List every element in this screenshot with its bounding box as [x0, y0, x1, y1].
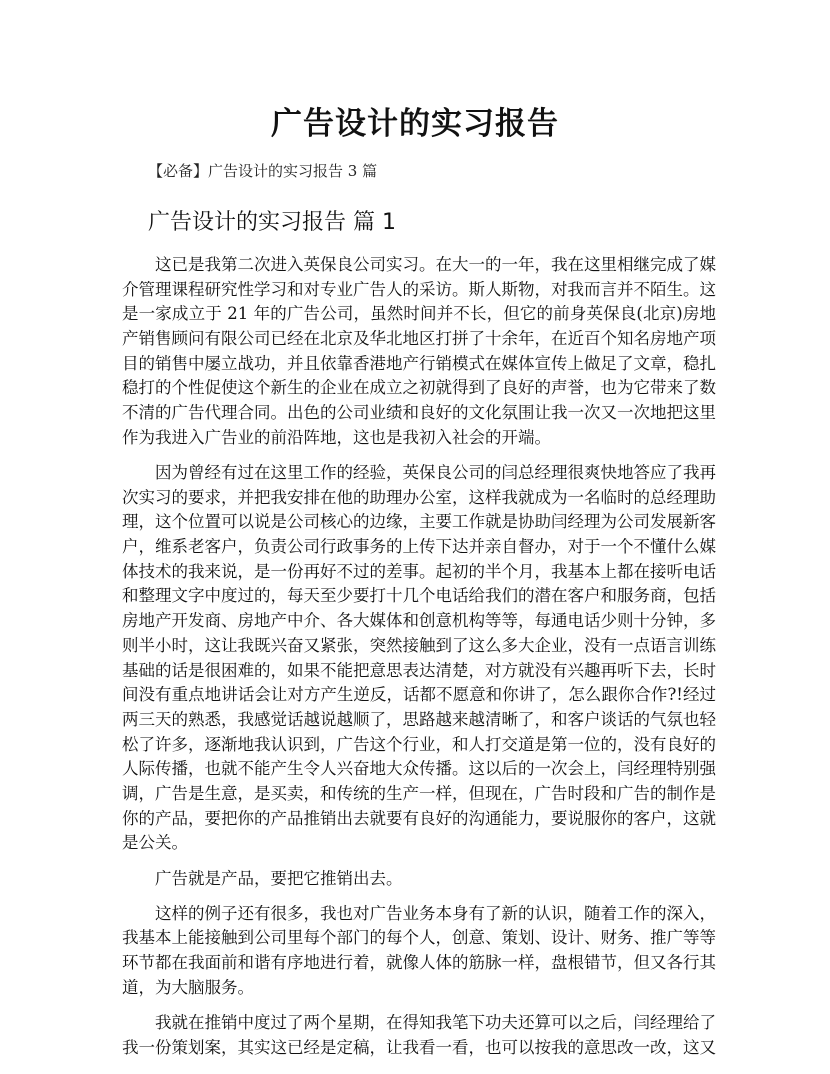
text-line: 则半小时，这让我既兴奋又紧张，突然接触到了这么多大企业，没有一点语言训练 — [122, 635, 716, 655]
text-line: 房地产开发商、房地产中介、各大媒体和创意机构等等，每通电话少则十分钟，多 — [122, 611, 716, 631]
text-line: 介管理课程研究性学习和对专业广告人的采访。斯人斯物，对我而言并不陌生。这 — [122, 279, 716, 299]
text-line: 不清的广告代理合同。出色的公司业绩和良好的文化氛围让我一次又一次地把这里 — [122, 403, 716, 423]
text-line: 理，这个位置可以说是公司核心的边缘，主要工作就是协助闫经理为公司发展新客 — [122, 512, 716, 532]
text-line: 间没有重点地讲话会让对方产生逆反，话都不愿意和你讲了，怎么跟你合作?!经过 — [122, 685, 716, 705]
text-line: 体技术的我来说，是一份再好不过的差事。起初的半个月，我基本上都在接听电话 — [122, 561, 716, 581]
document-body — [122, 253, 716, 1071]
text-line: 道，为大脑服务。 — [122, 977, 254, 997]
text-line: 松了许多，逐渐地我认识到，广告这个行业，和人打交道是第一位的，没有良好的 — [122, 734, 716, 754]
text-line: 次实习的要求，并把我安排在他的助理办公室，这样我就成为一名临时的总经理助 — [122, 487, 716, 507]
section-heading: 广告设计的实习报告 篇 1 — [148, 210, 396, 235]
text-line: 产销售顾问有限公司已经在北京及华北地区打拼了十余年，在近百个知名房地产项 — [122, 329, 716, 349]
text-line: 这样的例子还有很多，我也对广告业务本身有了新的认识，随着工作的深入， — [155, 903, 716, 923]
text-line: 两三天的熟悉，我感觉话越说越顺了，思路越来越清晰了，和客户谈话的气氛也轻 — [122, 709, 716, 729]
text-line: 调，广告是生意，是买卖，和传统的生产一样，但现在，广告时段和广告的制作是 — [122, 783, 716, 803]
paragraph — [122, 902, 716, 1001]
text-line: 你的产品，要把你的产品推销出去就要有良好的沟通能力，要说服你的客户，这就 — [122, 808, 716, 828]
document-subtitle: 【必备】广告设计的实习报告 3 篇 — [148, 162, 378, 180]
text-line: 是公关。 — [122, 833, 188, 853]
text-line: 我基本上能接触到公司里每个部门的每个人，创意、策划、设计、财务、推广等等 — [122, 928, 716, 948]
text-line: 是一家成立于 21 年的广告公司，虽然时间并不长，但它的前身英保良(北京)房地 — [122, 304, 716, 324]
text-line: 这已是我第二次进入英保良公司实习。在大一的一年，我在这里相继完成了媒 — [155, 255, 716, 274]
text-line: 广告就是产品，要把它推销出去。 — [155, 868, 403, 888]
text-line: 目的销售中屡立战功，并且依靠香港地产行销模式在媒体宣传上做足了文章，稳扎 — [122, 353, 716, 373]
text-line: 因为曾经有过在这里工作的经验，英保良公司的闫总经理很爽快地答应了我再 — [155, 463, 716, 482]
text-line: 和整理文字中度过的，每天至少要打十几个电话给我们的潜在客户和服务商，包括 — [122, 586, 716, 606]
paragraph — [122, 461, 716, 856]
paragraph — [122, 1011, 716, 1060]
text-line: 我就在推销中度过了两个星期，在得知我笔下功夫还算可以之后，闫经理给了 — [155, 1012, 716, 1032]
text-line: 作为我进入广告业的前沿阵地，这也是我初入社会的开端。 — [122, 427, 551, 447]
paragraph — [122, 253, 716, 451]
text-line: 人际传播，也就不能产生令人兴奋地大众传播。这以后的一次会上，闫经理特别强 — [122, 759, 716, 779]
text-line: 户，维系老客户，负责公司行政事务的上传下达并亲自督办，对于一个不懂什么媒 — [122, 537, 716, 557]
text-line: 基础的话是很困难的，如果不能把意思表达清楚，对方就没有兴趣再听下去，长时 — [122, 660, 716, 680]
text-line: 环节都在我面前和谐有序地进行着，就像人体的筋脉一样，盘根错节，但又各行其 — [122, 953, 716, 973]
text-line: 稳打的个性促使这个新生的企业在成立之初就得到了良好的声誉，也为它带来了数 — [122, 378, 716, 398]
document-title: 广告设计的实习报告 — [271, 106, 559, 142]
paragraph — [122, 867, 716, 892]
text-line: 我一份策划案，其实这已经是定稿，让我看一看，也可以按我的意思改一改，这又 — [122, 1037, 716, 1057]
